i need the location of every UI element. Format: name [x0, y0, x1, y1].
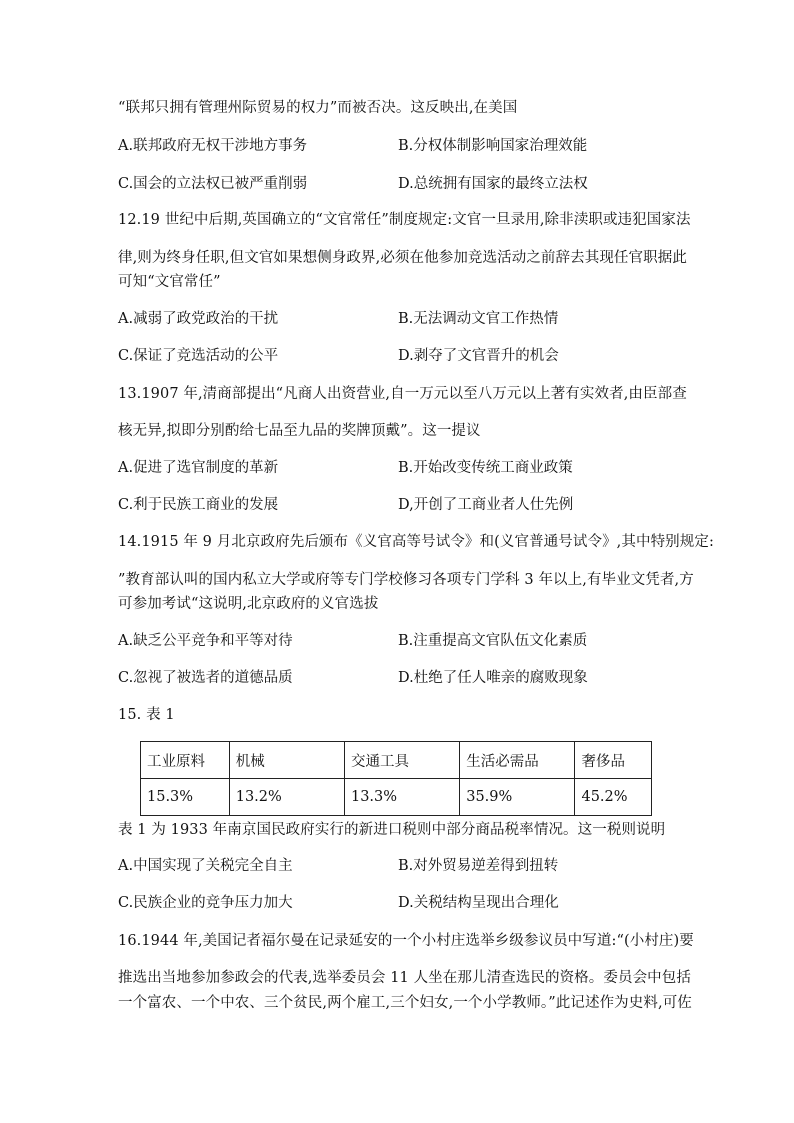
table-header-cell: 奢侈品	[575, 742, 652, 779]
table-header-cell: 工业原料	[141, 742, 230, 779]
q13-option-c[interactable]: C.利于民族工商业的发展	[118, 497, 279, 513]
q14-stem-line-3: 可参加考试“这说明,北京政府的义官选拔	[118, 596, 379, 612]
q14-option-a[interactable]: A.缺乏公平竞争和平等对待	[118, 633, 293, 649]
q13-stem-line-2: 核无异,拟即分别酌给七品至九品的奖牌顶戴”。这一提议	[118, 423, 481, 439]
q16-stem-line-2: 推选出当地参加参政会的代表,选举委员会 11 人坐在那儿清查选民的资格。委员会中包括	[118, 970, 691, 986]
table-header-cell: 机械	[229, 742, 344, 779]
table-cell: 45.2%	[575, 779, 652, 816]
q11-option-a[interactable]: A.联邦政府无权干涉地方事务	[118, 138, 308, 154]
q14-stem-line-2: ”教育部认叫的国内私立大学或府等专门学校修习各项专门学科 3 年以上,有毕业文凭者,方	[118, 572, 694, 588]
table-row	[141, 779, 652, 816]
q13-option-d[interactable]: D,开创了工商业者人仕先例	[398, 497, 574, 513]
q12-stem-line-2: 律,则为终身任职,但文官如果想侧身政界,必须在他参加竞选活动之前辞去其现任官职据此	[118, 250, 687, 266]
q14-option-d[interactable]: D.杜绝了任人唯亲的腐败现象	[398, 670, 588, 686]
tax-rate-table	[140, 741, 652, 816]
table-header-cell: 生活必需品	[460, 742, 575, 779]
q11-option-b[interactable]: B.分权体制影响国家治理效能	[398, 138, 588, 154]
q14-option-c[interactable]: C.忽视了被选者的道德品质	[118, 670, 293, 686]
q12-option-c[interactable]: C.保证了竞选活动的公平	[118, 348, 279, 364]
q15-option-a[interactable]: A.中国实现了关税完全自主	[118, 858, 293, 874]
q12-option-a[interactable]: A.减弱了政党政治的干扰	[118, 311, 279, 327]
q11-stem-tail: “联邦只拥有管理州际贸易的权力”而被否决。这反映出,在美国	[118, 100, 518, 116]
table-cell: 35.9%	[460, 779, 575, 816]
table-cell: 13.3%	[344, 779, 459, 816]
q16-stem-line-3: 一个富农、一个中农、三个贫民,两个雇工,三个妇女,一个小学教师。”此记述作为史料,可佐	[118, 995, 692, 1011]
q14-stem-line-1: 14.1915 年 9 月北京政府先后颁布《义官高等号试令》和(义官普通号试令》,其中特别规定:	[118, 534, 714, 550]
q11-option-d[interactable]: D.总统拥有国家的最终立法权	[398, 176, 588, 192]
q12-option-d[interactable]: D.剥夺了文官晋升的机会	[398, 348, 559, 364]
q13-stem-line-1: 13.1907 年,清商部提出“凡商人出资营业,自一万元以至八万元以上著有实效者,由臣部查	[118, 386, 687, 402]
q16-stem-line-1: 16.1944 年,美国记者福尔曼在记录延安的一个小村庄选举乡级参议员中写道:“(小村庄)要	[118, 933, 694, 949]
q14-option-b[interactable]: B.注重提高文官队伍文化素质	[398, 633, 588, 649]
table-cell: 15.3%	[141, 779, 230, 816]
q13-option-a[interactable]: A.促进了选官制度的革新	[118, 460, 279, 476]
q15-option-b[interactable]: B.对外贸易逆差得到扭转	[398, 858, 559, 874]
q15-stem: 表 1 为 1933 年南京国民政府实行的新进口税则中部分商品税率情况。这一税则说明	[118, 822, 666, 838]
table-cell: 13.2%	[229, 779, 344, 816]
q12-stem-line-1: 12.19 世纪中后期,英国确立的“文官常任”制度规定:文官一旦录用,除非渎职或违犯国家法	[118, 212, 691, 228]
q11-option-c[interactable]: C.国会的立法权已被严重削弱	[118, 176, 308, 192]
table-header-row	[141, 742, 652, 779]
q13-option-b[interactable]: B.开始改变传统工商业政策	[398, 460, 573, 476]
q12-option-b[interactable]: B.无法调动文官工作热情	[398, 311, 559, 327]
q15-label: 15. 表 1	[118, 707, 175, 723]
q15-option-c[interactable]: C.民族企业的竞争压力加大	[118, 895, 293, 911]
q12-stem-line-3: 可知“文官常任”	[118, 274, 221, 290]
table-header-cell: 交通工具	[344, 742, 459, 779]
q15-option-d[interactable]: D.关税结构呈现出合理化	[398, 895, 559, 911]
